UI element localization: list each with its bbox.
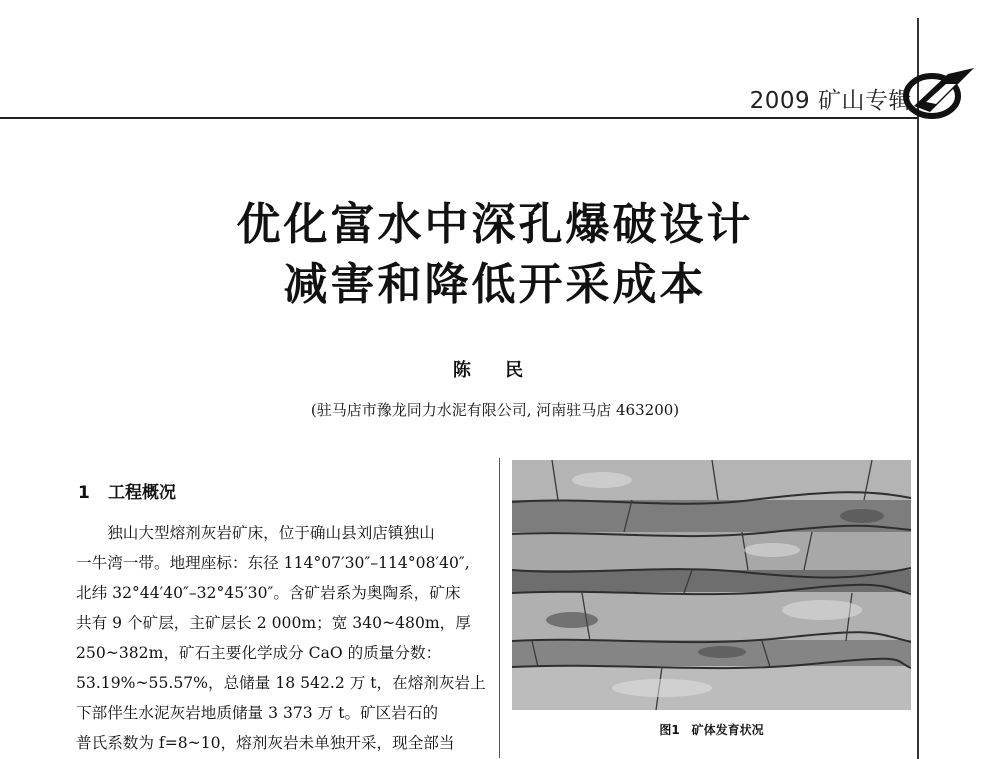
figure-caption: 图1 矿体发育状况 xyxy=(659,723,764,737)
body-line: 独山大型熔剂灰岩矿床，位于确山县刘店镇独山 xyxy=(76,524,435,542)
rock-face-photo xyxy=(512,460,911,710)
body-line: 普氏系数为 f=8~10，熔剂灰岩未单独开采，现全部当 xyxy=(76,734,455,752)
journal-header: 2009 矿山专辑 xyxy=(749,88,912,114)
title-line-1: 优化富水中深孔爆破设计 xyxy=(236,199,754,250)
body-line: 53.19%~55.57%，总储量 18 542.2 万 t，在熔剂灰岩上 xyxy=(76,674,486,692)
section-heading xyxy=(78,478,176,503)
journal-logo-icon xyxy=(900,62,980,126)
body-line: 一牛湾一带。地理座标：东径 114°07′30″–114°08′40″, xyxy=(76,554,470,572)
section-number: 1 xyxy=(78,483,90,503)
author-name: 陈 民 xyxy=(452,360,538,381)
body-text xyxy=(76,518,494,758)
body-line: 北纬 32°44′40″–32°45′30″。含矿岩系为奥陶系，矿床 xyxy=(76,584,461,602)
article-title xyxy=(0,195,990,315)
column-divider xyxy=(499,458,500,758)
body-line: 下部伴生水泥灰岩地质储量 3 373 万 t。矿区岩石的 xyxy=(76,704,439,722)
header-rule xyxy=(0,117,918,119)
vertical-margin-rule xyxy=(917,18,919,759)
body-line: 共有 9 个矿层，主矿层长 2 000m；宽 340~480m，厚 xyxy=(76,614,471,632)
author-affiliation: (驻马店市豫龙同力水泥有限公司, 河南驻马店 463200) xyxy=(310,401,680,419)
title-line-2: 减害和降低开采成本 xyxy=(283,259,707,310)
body-line: 250~382m，矿石主要化学成分 CaO 的质量分数： xyxy=(76,644,442,662)
section-title: 工程概况 xyxy=(108,483,176,503)
